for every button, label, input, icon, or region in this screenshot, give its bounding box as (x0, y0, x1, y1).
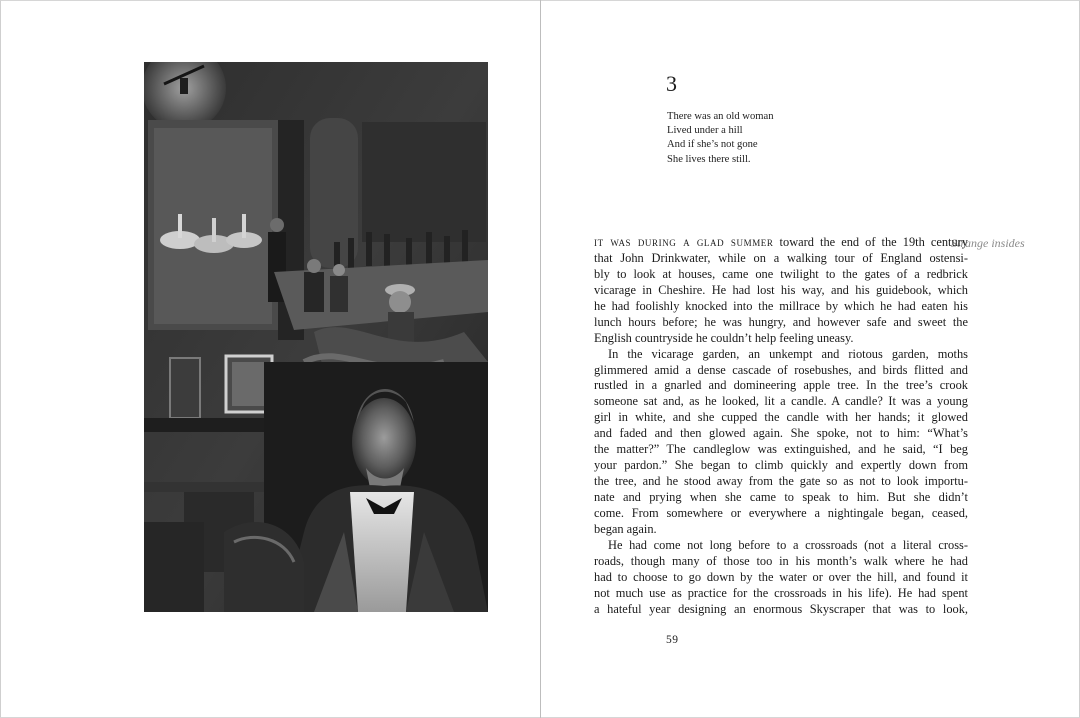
body-line: began again. (594, 521, 657, 536)
body-line: He had come not long before to a crossroads (not a literal cross- (608, 537, 968, 552)
body-line: not much use as practice for the crossroads in his life). He had spent (594, 585, 968, 600)
epigraph-line: There was an old woman (667, 111, 774, 122)
body-text (594, 235, 968, 618)
body-line: rustled in a gnarled and domineering apple tree. In the tree’s crook (594, 378, 968, 393)
body-line-text: toward the end of the 19th century (773, 235, 968, 249)
body-line: your pardon.” She began to climb quickly and expertly down from (594, 458, 968, 473)
body-line: someone sat and, as he looked, lit a candle. A candle? It was a young (594, 394, 968, 409)
epigraph-line: And if she’s not gone (667, 139, 758, 151)
right-page (541, 0, 1080, 718)
body-line: he had foolishly knocked into the millrace by which he had eaten his (594, 298, 968, 313)
epigraph-line: Lived under a hill (667, 125, 743, 137)
body-line (594, 235, 968, 251)
body-line: the tree, and he stood away from the gate so as not to look importu- (594, 474, 968, 489)
body-line: In the vicarage garden, an unkempt and riotous garden, moths (608, 346, 968, 361)
body-line: come. From somewhere or everywhere a nightingale began, ceased, (594, 505, 968, 520)
body-line: nate and prying when she came to speak to him. But she didn’t (594, 490, 968, 504)
body-line: English countryside he couldn’t help feeling uneasy. (594, 330, 854, 345)
body-line: a hateful year designing an enormous Skyscraper that was to look, (594, 601, 968, 616)
body-line: girl in white, and she cupped the candle with her hands; it glowed (594, 410, 968, 425)
body-line: roads, though many of those too in his month’s walk where he had (594, 553, 968, 568)
body-line: had to choose to go down by the water or over the hill, and found it (594, 569, 968, 584)
body-line: vicarage in Cheshire. He had lost his way, and his guidebook, which (594, 282, 968, 297)
margin-note: Strange insides (951, 236, 1025, 250)
body-line: and faded and then glowed again. She spoke, not to him: “What’s (594, 426, 968, 441)
epigraph (667, 110, 774, 167)
epigraph-line: She lives there still. (667, 153, 751, 165)
body-line: glimmered amid a dense cascade of rosebushes, and birds flitted and (594, 362, 968, 377)
opening-smallcaps: it was during a glad summer (594, 235, 774, 249)
body-line: that John Drinkwater, while on a walking tour of England ostensi- (594, 250, 968, 265)
illustration (144, 62, 488, 612)
body-line: bly to look at houses, came one twilight to the gates of a redbrick (594, 266, 968, 281)
body-line: lunch hours before; he was hungry, and however safe and sweet the (594, 314, 968, 329)
body-line: the matter?” The candleglow was extinguished, and he said, “I beg (594, 442, 968, 457)
chapter-number: 3 (666, 71, 677, 96)
page-number: 59 (666, 634, 679, 646)
